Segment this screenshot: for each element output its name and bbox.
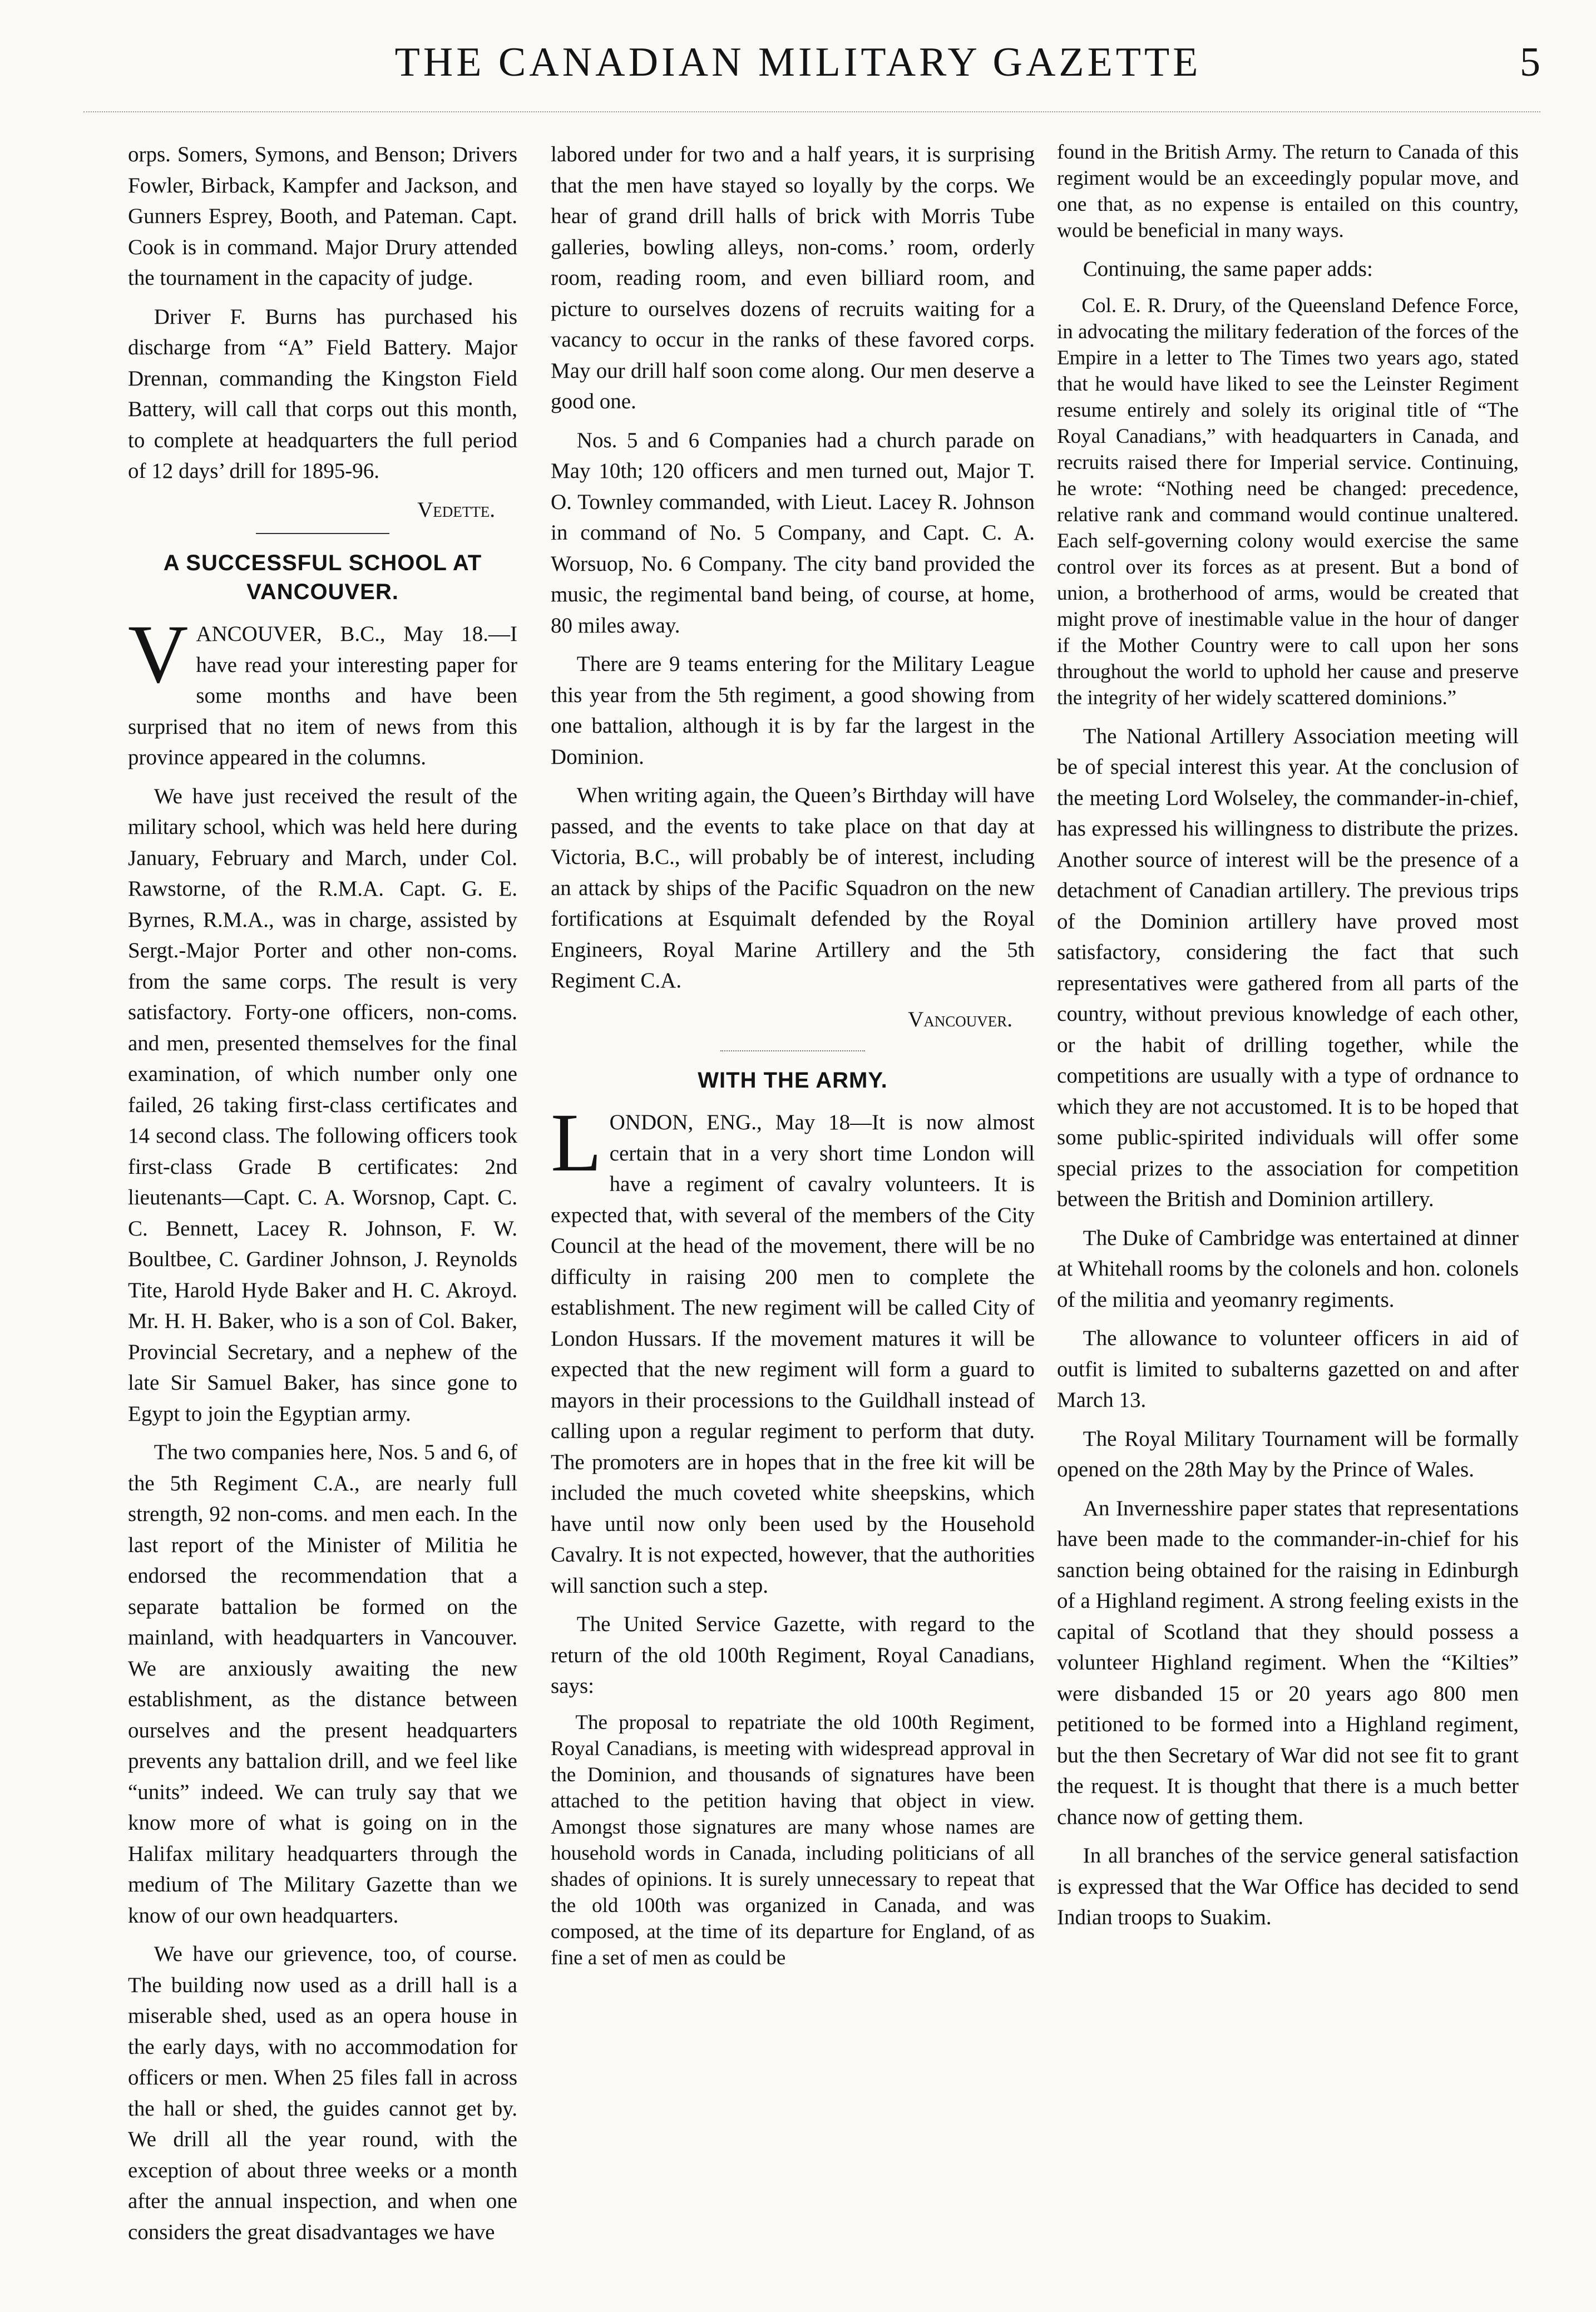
header-rule [83,111,1540,112]
paragraph: orps. Somers, Symons, and Benson; Drivers Fowler, Birback, Kampfer and Jackson, and Gunners Esprey, Booth, and Pateman. Capt. Cook is in command. Major Drury attended the tournament in the capacity of judge. [128,142,517,290]
drop-cap: V [128,608,189,700]
paragraph [128,608,517,773]
column-2 [551,139,1035,2298]
paragraph: We have just received the result of the military school, which was held here during January, February and March, under Col. Rawstorne, of the R.M.A. Capt. G. E. Byrnes, R.M.A., was in charge, assisted by Sergt.-Major Porter and other non-coms. from the same corps. The result is very satisfactory. Forty-one officers, non-coms. and men, presented themselves for the final examination, of which number only one failed, 26 taking first-class certificates and 14 second class. The following officers took first-class Grade B certificates: 2nd lieutenants—Capt. C. A. Worsnop, Capt. C. C. Bennett, Lacey R. Johnson, F. W. Boultbee, C. Gardiner Johnson, J. Reynolds Tite, Harold Hyde Baker and H. C. Akroyd. Mr. H. H. Baker, who is a son of Col. Baker, Provincial Secretary, and a nephew of the late Sir Samuel Baker, has since gone to Egypt to join the Egyptian army. [128,784,517,1426]
quoted-paragraph: The proposal to repatriate the old 100th Regiment, Royal Canadians, is meeting with widespread approval in the Dominion, and thousands of signatures have been attached to the petition having that object in view. Amongst those signatures are many whose names are household words in Canada, including politicians of all shades of opinions. It is surely unnecessary to repeat that the old 100th was organized in Canada, and was composed, at the time of its departure for England, of as fine a set of men as could be [551,1711,1035,1969]
paragraph-text: ONDON, ENG., May 18—It is now almost certain that in a very short time London will have a regiment of cavalry volunteers. It is expected that, with several of the members of the City Council at the head of the movement, there will be no difficulty in raising 200 men to complete the establishment. The new regiment will be called City of London Hussars. If the movement matures it will be expected that the new regiment will form a guard to mayors in their processions to the Guildhall instead of calling upon a regular regiment to perform that duty. The promoters are in hopes that in the free kit will be included the much coveted white sheepskins, which have until now only been used by the Household Cavalry. It is not expected, however, that the authorities will sanction such a step. [551,1110,1035,1598]
column-3 [1057,139,1519,2298]
page-number: 5 [1520,39,1540,85]
article-heading: WITH THE ARMY. [698,1068,888,1093]
paragraph: When writing again, the Queen’s Birthday will have passed, and the events to take place on that day at Victoria, B.C., will probably be of interest, including an attack by ships of the Pacific Squadron on the new fortifications at Esquimalt defended by the Royal Engineers, Royal Marine Artillery and the 5th Regiment C.A. [551,783,1035,992]
paragraph: The Royal Military Tournament will be formally opened on the 28th May by the Prince of Wales. [1057,1426,1519,1481]
paragraph: The United Service Gazette, with regard to the return of the old 100th Regiment, Royal Canadians, says: [551,1612,1035,1698]
paragraph: There are 9 teams entering for the Military League this year from the 5th regiment, a good showing from one battalion, although it is by far the largest in the Dominion. [551,652,1035,769]
paragraph: An Invernesshire paper states that representations have been made to the commander-in-chief for his sanction being obtained for the raising in Edinburgh of a Highland regiment. A strong feeling exists in the capital of Scotland that they should possess a volunteer Highland regiment. When the “Kilties” were disbanded 15 or 20 years ago 800 men petitioned to be formed into a Highland regiment, but the then Secretary of War did not see fit to grant the request. It is thought that there is a much better chance now of getting them. [1057,1496,1519,1829]
divider [720,1050,865,1051]
signature: Vedette. [417,497,495,522]
paragraph: We have our grievence, too, of course. The building now used as a drill hall is a miserable shed, used as an opera house in the early days, with no accommodation for officers or men. When 25 files fall in across the hall or shed, the guides cannot get by. We drill all the year round, with the exception of about three weeks or a month after the annual inspection, and when one considers the great disadvantages we have [128,1942,517,2244]
paragraph: The Duke of Cambridge was entertained at dinner at Whitehall rooms by the colonels and hon. colonels of the militia and yeomanry regiments. [1057,1226,1519,1312]
paragraph: labored under for two and a half years, it is surprising that the men have stayed so loyally by the corps. We hear of grand drill halls of brick with Morris Tube galleries, bowling alleys, non-coms.’ room, orderly room, reading room, and even billiard room, and picture to ourselves dozens of recruits waiting for a vacancy to occur in the ranks of these favored corps. May our drill half soon come along. Our men deserve a good one. [551,142,1035,413]
quoted-paragraph: Col. E. R. Drury, of the Queensland Defence Force, in advocating the military federation of the forces of the Empire in a letter to The Times two years ago, stated that he would have liked to see the Leinster Regiment resume entirely and solely its original title of “The Royal Canadians,” with headquarters in Canada, and recruits raised there for Imperial service. Continuing, he wrote: “Nothing need be changed: precedence, relative rank and command would continue unaltered. Each self-governing colony would exercise the same control over its forces as at present. But a bond of union, a brotherhood of arms, would be created that might prove of inestimable value in the hour of danger if the Mother Country were to call upon her sons throughout the world to uphold her cause and preserve the integrity of her widely scattered dominions.” [1057,294,1519,709]
drop-cap: L [551,1096,602,1189]
divider [256,533,389,534]
article-heading: A SUCCESSFUL SCHOOL AT VANCOUVER. [163,551,482,604]
column-1 [128,139,517,2298]
paragraph [551,1096,1035,1601]
paragraph: The allowance to volunteer officers in aid of outfit is limited to subalterns gazetted on and after March 13. [1057,1326,1519,1412]
paragraph: The National Artillery Association meeting will be of special interest this year. At the conclusion of the meeting Lord Wolseley, the commander-in-chief, has expressed his willingness to distribute the prizes. Another source of interest will be the presence of a detachment of Canadian artillery. The previous trips of the Dominion artillery have proved most satisfactory, considering the fact that such representatives were gathered from all parts of the country, without previous knowledge of each other, or the habit of drilling together, while the competitions are usually with a type of ordnance to which they are not accustomed. It is to be hoped that some public-spirited individuals will offer some special prizes to the association for competition between the British and Dominion artillery. [1057,724,1519,1211]
quoted-paragraph: found in the British Army. The return to Canada of this regiment would be an exceedingly popular move, and one that, as no expense is entailed on this country, would be beneficial in many ways. [1057,141,1519,242]
paragraph: Continuing, the same paper adds: [1083,257,1373,281]
signature: Vancouver. [908,1007,1012,1031]
paragraph: Driver F. Burns has purchased his discharge from “A” Field Battery. Major Drennan, commanding the Kingston Field Battery, will call that corps out this month, to complete at headquarters the full period of 12 days’ drill for 1895-96. [128,304,517,483]
paragraph: Nos. 5 and 6 Companies had a church parade on May 10th; 120 officers and men turned out, Major T. O. Townley commanded, with Lieut. Lacey R. Johnson in command of No. 5 Company, and Capt. C. A. Worsuop, No. 6 Company. The city band provided the music, the regimental band being, of course, at home, 80 miles away. [551,428,1035,638]
page-header [0,39,1596,106]
paragraph-text: ANCOUVER, B.C., May 18.—I have read your interesting paper for some months and have been surprised that no item of news from this province appeared in the columns. [128,622,517,769]
paragraph: In all branches of the service general satisfaction is expressed that the War Office has decided to send Indian troops to Suakim. [1057,1844,1519,1929]
masthead-title: THE CANADIAN MILITARY GAZETTE [394,39,1202,85]
paragraph: The two companies here, Nos. 5 and 6, of the 5th Regiment C.A., are nearly full strength, 92 non-coms. and men each. In the last report of the Minister of Militia he endorsed the recommendation that a separate battalion be formed on the mainland, with headquarters in Vancouver. We are anxiously awaiting the new establishment, as the distance between ourselves and the present headquarters prevents any battalion drill, and we feel like “units” indeed. We can truly say that we know more of what is going on in the Halifax military headquarters through the medium of The Military Gazette than we know of our own headquarters. [128,1440,517,1928]
